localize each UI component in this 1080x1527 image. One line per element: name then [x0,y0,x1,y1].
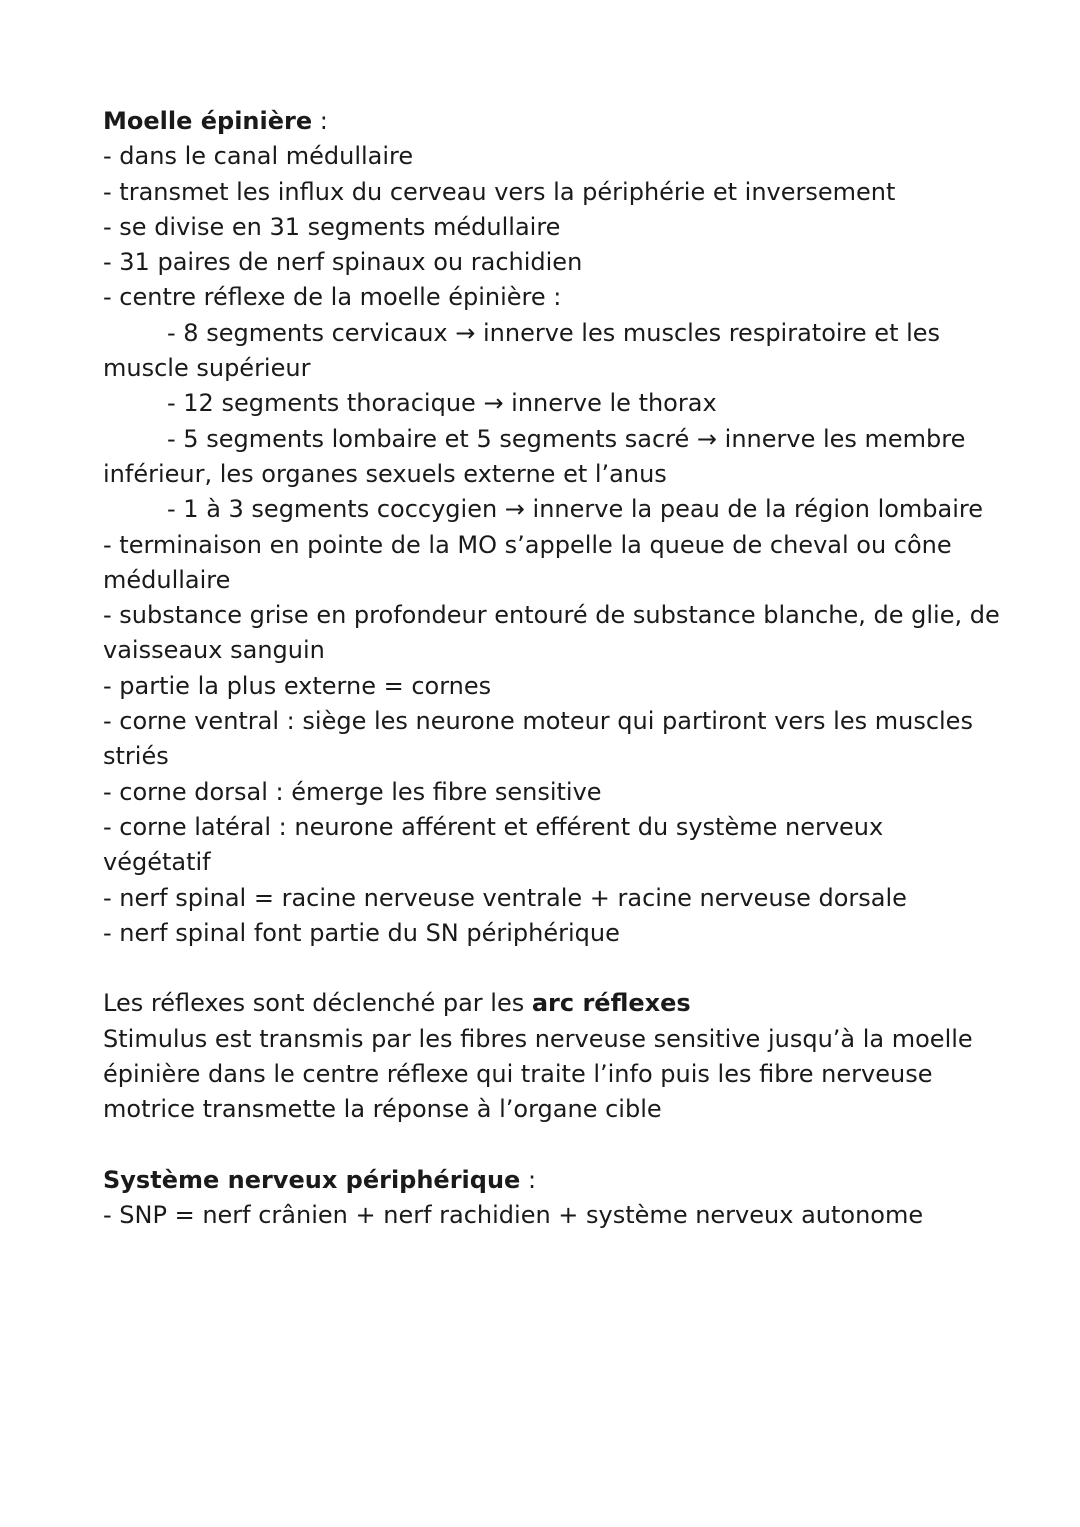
document-page [103,104,1003,1234]
heading-text: Système nerveux périphérique [103,1165,521,1194]
text-line: - corne latéral : neurone afférent et efférent du système nerveux [103,812,884,841]
text-line: - corne dorsal : émerge les fibre sensitive [103,777,602,806]
text-line: - 31 paires de nerf spinaux ou rachidien [103,248,583,277]
reflex-intro-bold: arc réflexes [531,989,691,1018]
reflex-intro-text: Les réflexes sont déclenché par les [103,989,532,1018]
text-line-continuation: inférieur, les organes sexuels externe et l’anus [103,459,667,488]
text-line: vaisseaux sanguin [103,636,325,665]
text-line: - transmet les influx du cerveau vers la périphérie et inversement [103,177,896,206]
heading-suffix: : [520,1165,537,1194]
text-line-continuation: muscle supérieur [103,354,311,383]
text-line: - corne ventral : siège les neurone moteur qui partiront vers les muscles [103,707,973,736]
paragraph-spacer [103,951,1003,986]
section-heading-moelle [103,104,1003,139]
sub-item-line: - 1 à 3 segments coccygien → innerve la peau de la région lombaire [167,495,984,524]
text-line: épinière dans le centre réflexe qui traite l’info puis les fibre nerveuse [103,1060,933,1089]
heading-suffix: : [312,107,328,135]
heading-text: Moelle épinière [103,107,313,135]
sub-item-line: - 12 segments thoracique → innerve le thorax [167,389,717,418]
reflex-intro-line [103,986,1003,1021]
text-line: - terminaison en pointe de la MO s’appelle la queue de cheval ou cône [103,530,952,559]
text-line: - substance grise en profondeur entouré de substance blanche, de glie, de [103,601,1000,630]
section-heading-snp [103,1163,1003,1198]
text-line: - SNP = nerf crânien + nerf rachidien + système nerveux autonome [103,1201,924,1230]
text-line: - dans le canal médullaire [103,142,414,171]
paragraph-spacer [103,1128,1003,1163]
text-line: - se divise en 31 segments médullaire [103,212,561,241]
text-line: - nerf spinal font partie du SN périphérique [103,918,620,947]
text-line: - partie la plus externe = cornes [103,671,492,700]
text-line: médullaire [103,565,231,594]
text-line: motrice transmette la réponse à l’organe cible [103,1095,662,1124]
sub-item-line: - 8 segments cervicaux → innerve les muscles respiratoire et les [167,318,941,347]
text-line: - nerf spinal = racine nerveuse ventrale + racine nerveuse dorsale [103,883,907,912]
text-line: Stimulus est transmis par les fibres nerveuse sensitive jusqu’à la moelle [103,1024,973,1053]
text-line: végétatif [103,848,211,877]
text-line: - centre réflexe de la moelle épinière : [103,283,562,312]
text-line: striés [103,742,169,771]
sub-item-line: - 5 segments lombaire et 5 segments sacré → innerve les membre [167,424,966,453]
